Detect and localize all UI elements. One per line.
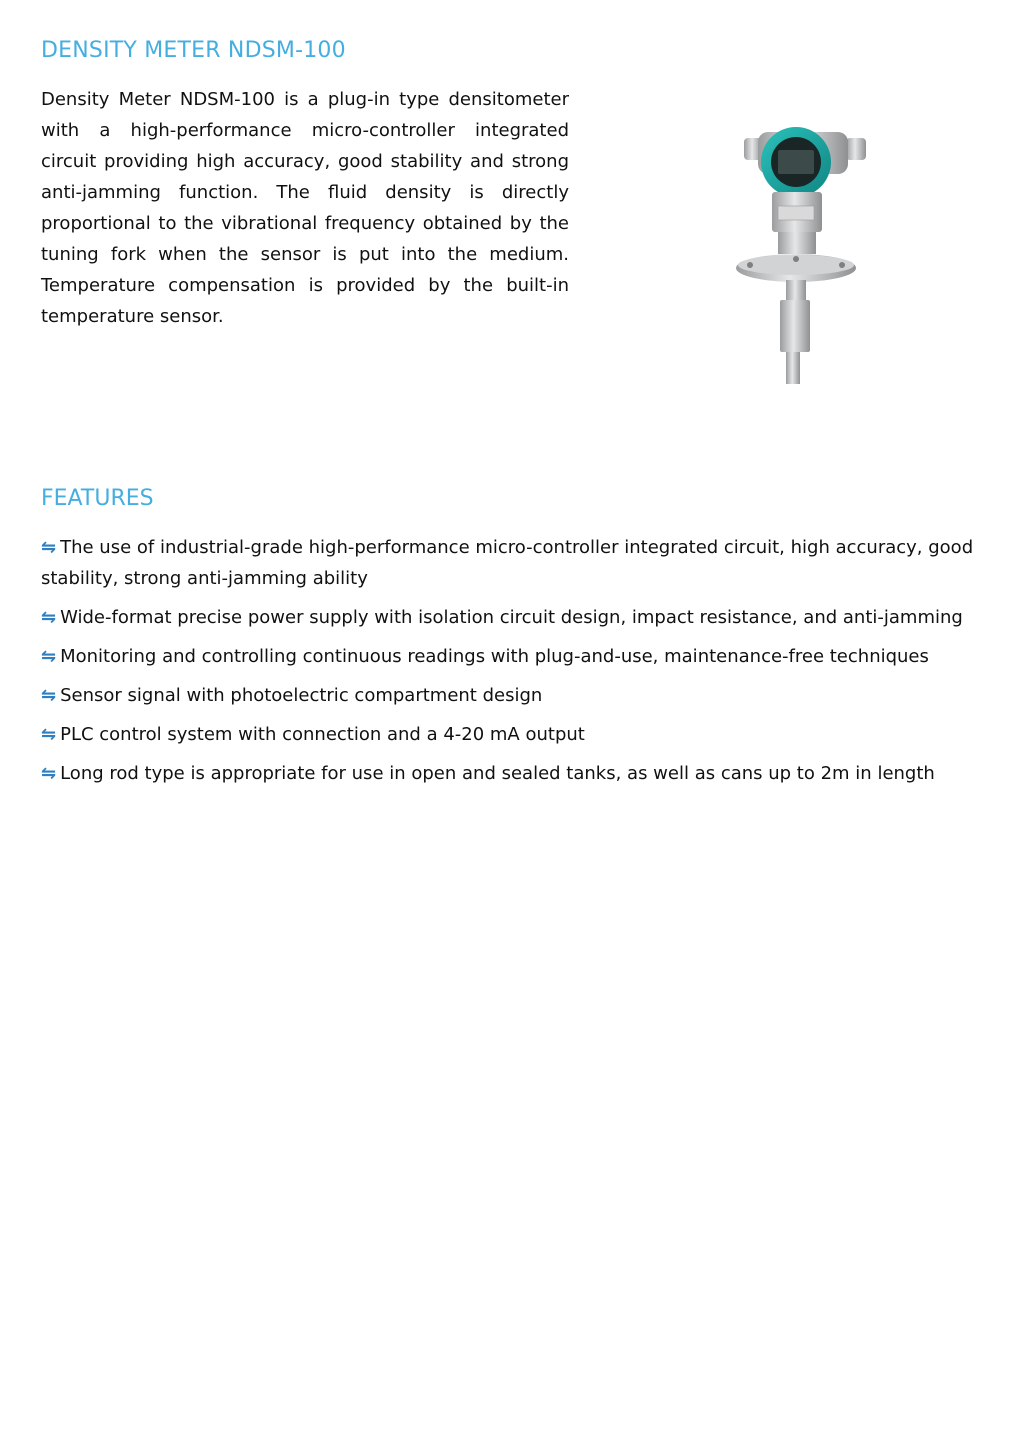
feature-item — [41, 532, 991, 594]
features-heading: FEATURES — [41, 486, 154, 511]
features-list — [41, 532, 991, 797]
intro-paragraph: Density Meter NDSM-100 is a plug-in type densitometer with a high-performance micro-controller integrated circuit providing high accuracy, good stability and strong anti-jamming function. The fluid density is directly proportional to the vibrational frequency obtained by the tuning fork when the sensor is put into the medium. Temperature compensation is provided by the built-in temperature sensor. — [41, 89, 569, 327]
feature-text: PLC control system with connection and a 4-20 mA output — [60, 724, 585, 745]
density-meter-icon — [728, 120, 878, 390]
feature-item — [41, 602, 991, 633]
page-title: DENSITY METER NDSM-100 — [41, 38, 346, 63]
bullet-arrow-icon: ⇋ — [41, 646, 57, 667]
bullet-arrow-icon: ⇋ — [41, 724, 57, 745]
bullet-arrow-icon: ⇋ — [41, 537, 57, 558]
feature-text: Wide-format precise power supply with isolation circuit design, impact resistance, and anti-jamming — [60, 607, 963, 628]
feature-item — [41, 641, 991, 672]
feature-text: Long rod type is appropriate for use in open and sealed tanks, as well as cans up to 2m in length — [60, 763, 935, 784]
feature-item — [41, 680, 991, 711]
feature-item — [41, 719, 991, 750]
feature-item — [41, 758, 991, 789]
bullet-arrow-icon: ⇋ — [41, 607, 57, 628]
bullet-arrow-icon: ⇋ — [41, 763, 57, 784]
bullet-arrow-icon: ⇋ — [41, 685, 57, 706]
feature-text: Sensor signal with photoelectric compartment design — [60, 685, 543, 706]
product-image — [728, 120, 878, 390]
feature-text: Monitoring and controlling continuous readings with plug-and-use, maintenance-free techniques — [60, 646, 929, 667]
feature-text: The use of industrial-grade high-performance micro-controller integrated circuit, high accuracy, good stability, strong anti-jamming ability — [41, 537, 974, 589]
